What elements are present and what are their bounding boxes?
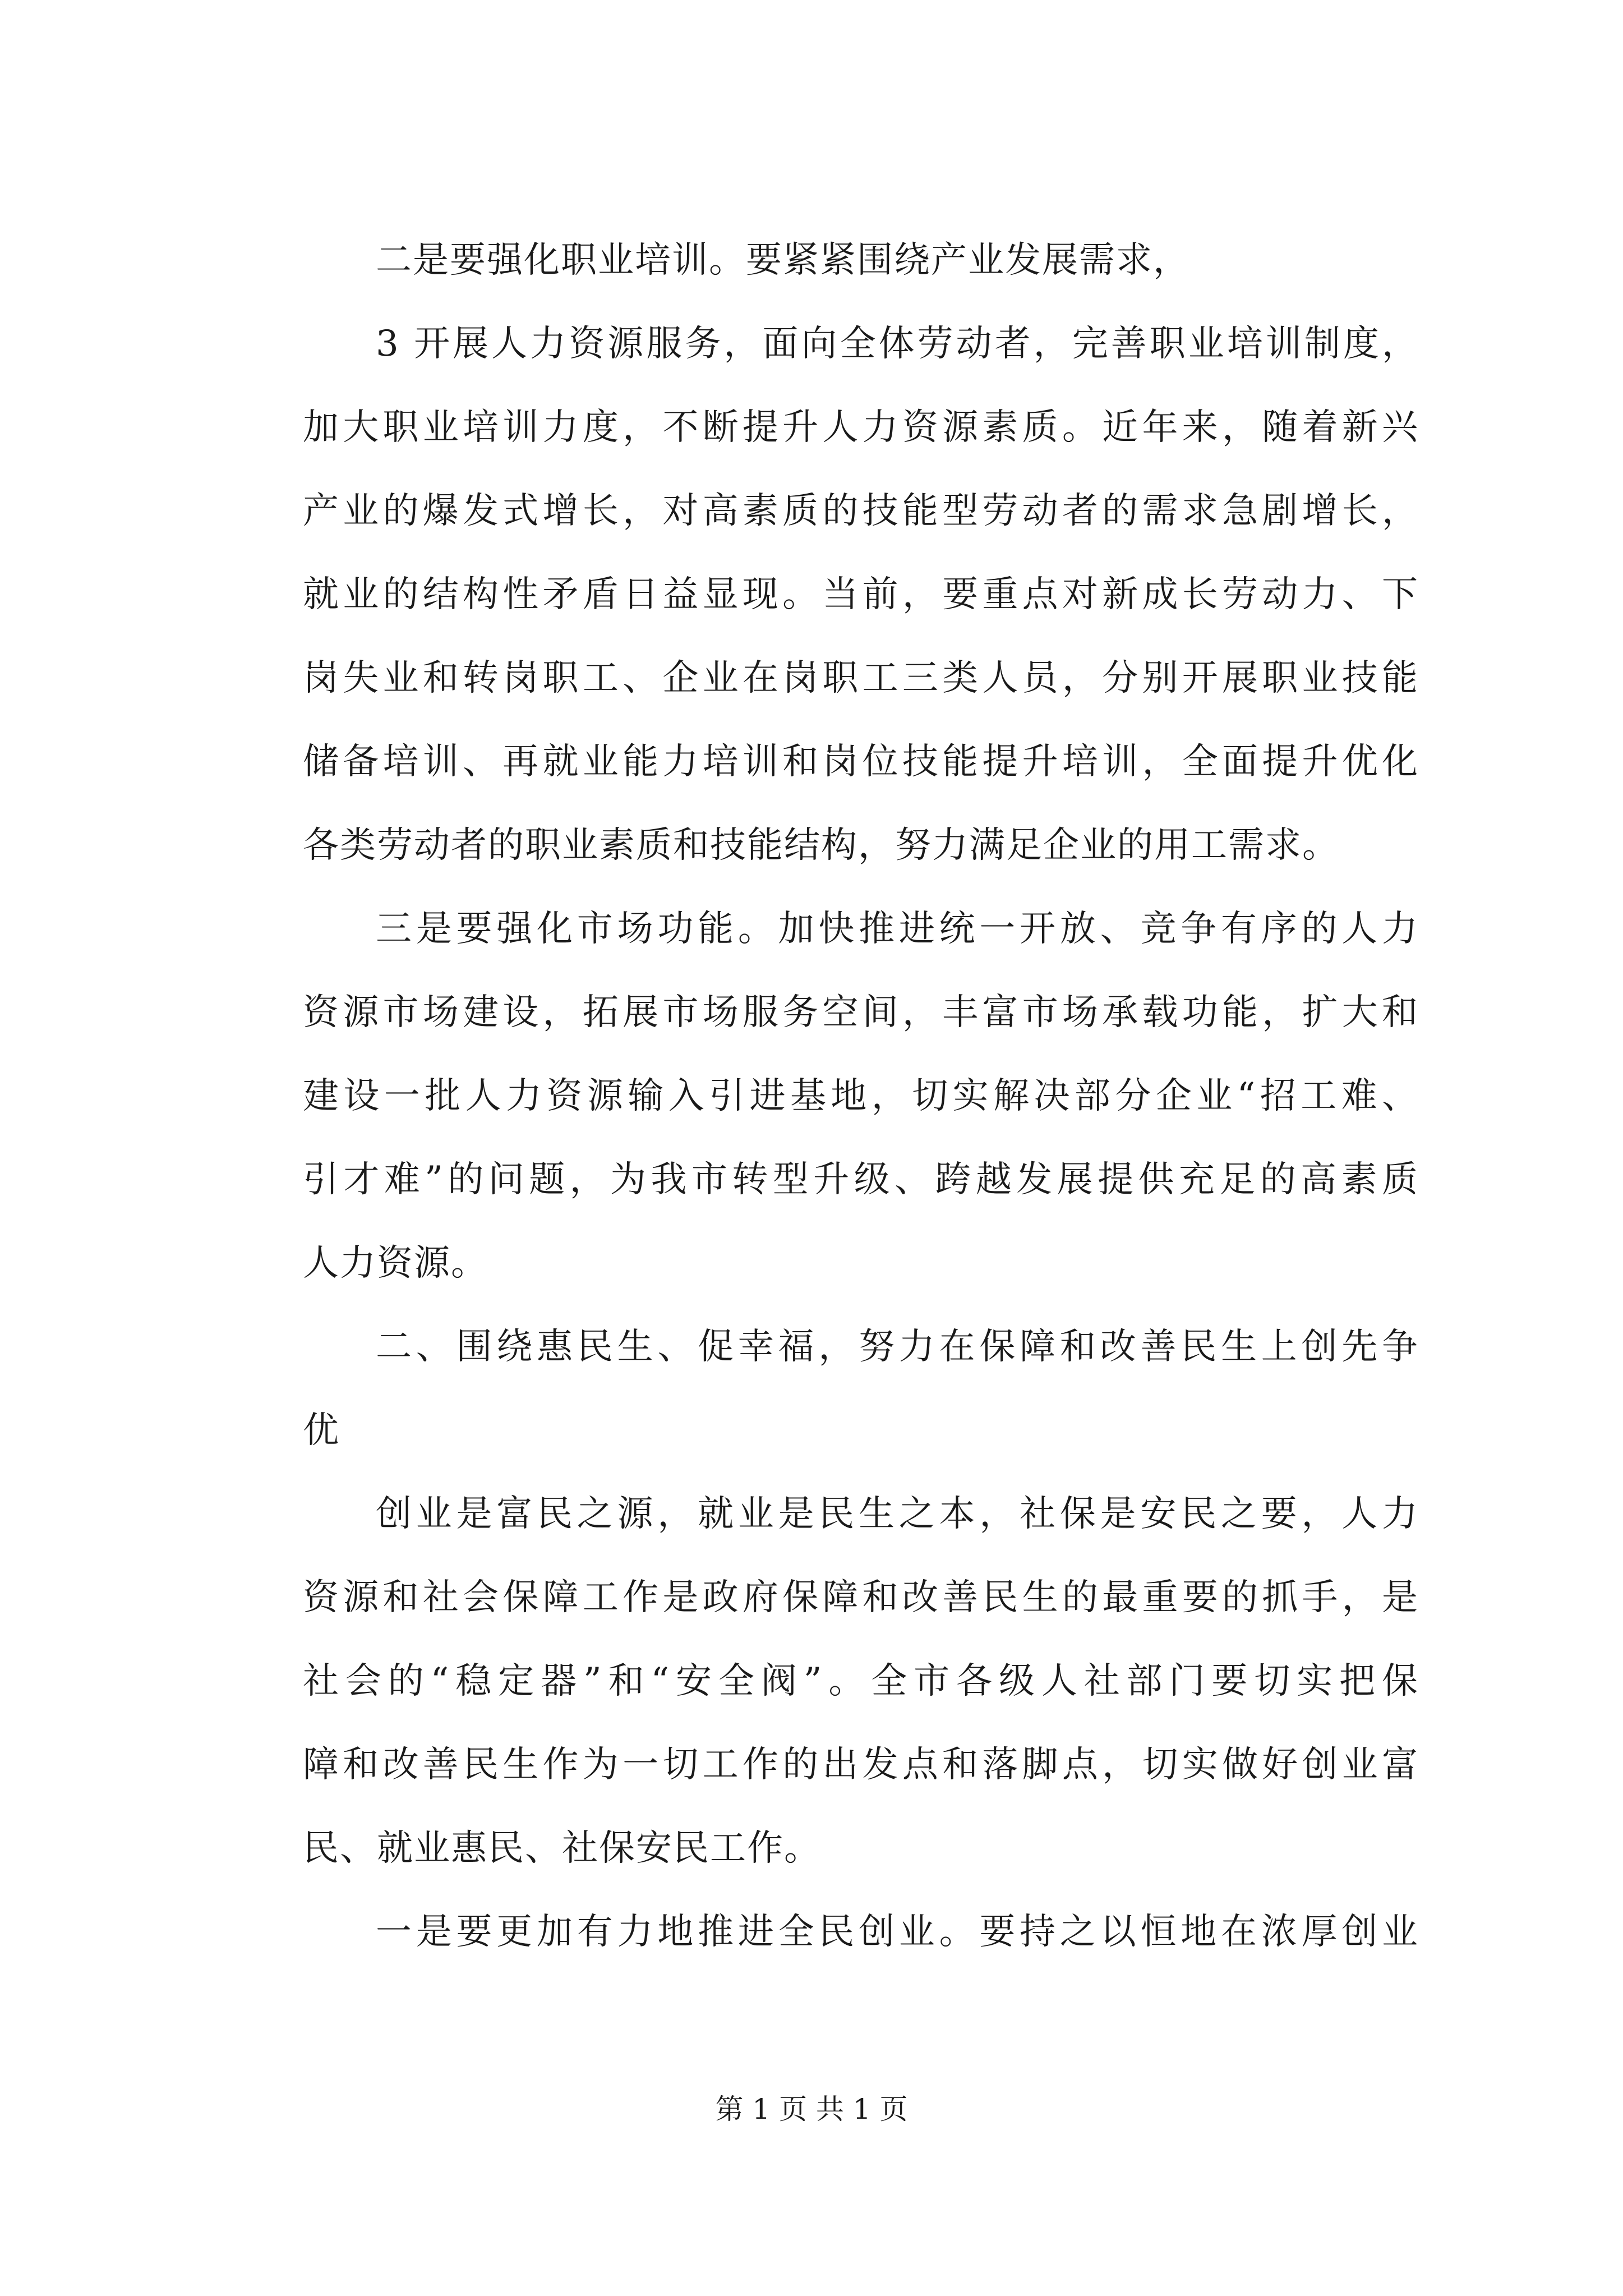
text-line: 3 开展人力资源服务，面向全体劳动者，完善职业培训制度， (376, 323, 1419, 365)
page-footer: 第 1 页 共 1 页 (715, 2093, 908, 2125)
text-line: 二是要强化职业培训。要紧紧围绕产业发展需求， (376, 240, 1190, 281)
text-line: 创业是富民之源，就业是民生之本，社保是安民之要，人力 (376, 1493, 1419, 1535)
text-line: 人力资源。 (303, 1243, 488, 1284)
text-line: 资源和社会保障工作是政府保障和改善民生的最重要的抓手，是 (303, 1577, 1419, 1618)
text-line: 二、围绕惠民生、促幸福，努力在保障和改善民生上创先争 (376, 1326, 1419, 1368)
text-line: 岗失业和转岗职工、企业在岗职工三类人员，分别开展职业技能 (303, 657, 1419, 699)
text-line: 就业的结构性矛盾日益显现。当前，要重点对新成长劳动力、下 (303, 574, 1419, 615)
text-line: 引才难”的问题，为我市转型升级、跨越发展提供充足的高素质 (303, 1159, 1419, 1200)
text-line: 各类劳动者的职业素质和技能结构，努力满足企业的用工需求。 (303, 825, 1339, 866)
text-line: 产业的爆发式增长，对高素质的技能型劳动者的需求急剧增长， (303, 490, 1419, 532)
text-line: 一是要更加有力地推进全民创业。要持之以恒地在浓厚创业 (376, 1911, 1419, 1953)
text-line: 障和改善民生作为一切工作的出发点和落脚点，切实做好创业富 (303, 1744, 1419, 1786)
text-line: 建设一批人力资源输入引进基地，切实解决部分企业“招工难、 (303, 1075, 1419, 1117)
text-line: 加大职业培训力度，不断提升人力资源素质。近年来，随着新兴 (303, 407, 1419, 448)
text-line: 社会的“稳定器”和“安全阀”。全市各级人社部门要切实把保 (303, 1660, 1419, 1702)
text-line: 优 (303, 1410, 340, 1451)
text-line: 储备培训、再就业能力培训和岗位技能提升培训，全面提升优化 (303, 741, 1419, 783)
document-body (303, 219, 1419, 1974)
text-line: 资源市场建设，拓展市场服务空间，丰富市场承载功能，扩大和 (303, 992, 1419, 1033)
text-line: 三是要强化市场功能。加快推进统一开放、竞争有序的人力 (376, 908, 1419, 950)
text-line: 民、就业惠民、社保安民工作。 (303, 1828, 821, 1869)
